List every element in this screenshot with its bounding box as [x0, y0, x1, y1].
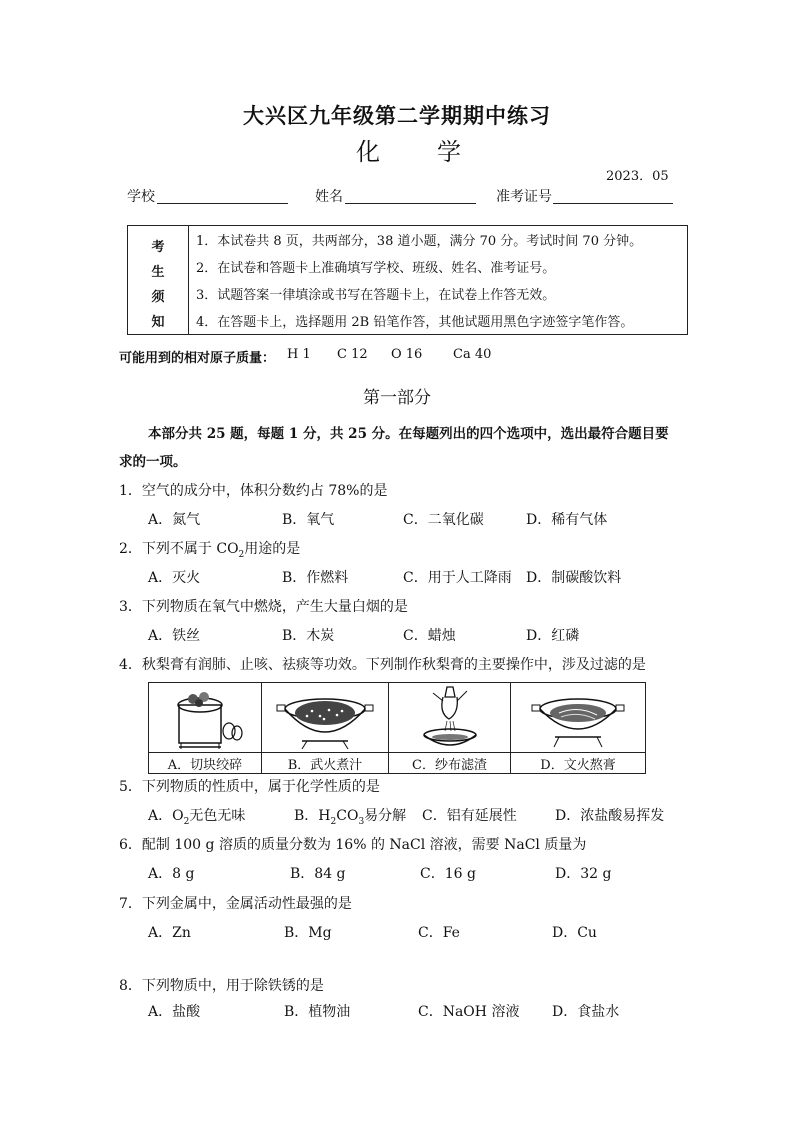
- image-options-table: [148, 682, 646, 774]
- image-option-caption: A．切块绞碎: [167, 758, 243, 773]
- option-a[interactable]: A．Zn: [148, 925, 191, 941]
- option-b[interactable]: B．木炭: [282, 628, 335, 644]
- notice-item: 3．试题答案一律填涂或书写在答题卡上，在试卷上作答无效。: [196, 288, 556, 303]
- option-b[interactable]: B．植物油: [284, 1004, 351, 1020]
- question-stem-text: 用途的是: [244, 541, 301, 557]
- image-option-caption: B．武火煮汁: [287, 758, 363, 773]
- exam-title: 大兴区九年级第二学期期中练习: [243, 103, 551, 128]
- part-intro-cont: 求的一项。: [119, 454, 187, 470]
- name-label: 姓名: [315, 189, 343, 205]
- option-a[interactable]: A．铁丝: [148, 628, 201, 644]
- boiling-wok-icon: [262, 683, 388, 753]
- option-d[interactable]: D．红磷: [526, 628, 580, 644]
- option-b[interactable]: B．84 g: [290, 866, 346, 882]
- image-option-d[interactable]: [511, 683, 645, 773]
- notice-label-char: 生: [151, 265, 165, 280]
- image-option-a[interactable]: [149, 683, 262, 773]
- cutting-pears-icon: [149, 683, 261, 753]
- option-d[interactable]: D．32 g: [555, 866, 612, 882]
- question-stem-text: 2．下列不属于 CO: [119, 541, 239, 557]
- notice-label-char: 须: [151, 290, 165, 305]
- question-stem: 1．空气的成分中，体积分数约占 78%的是: [119, 483, 388, 499]
- option-c[interactable]: C．用于人工降雨: [403, 570, 512, 586]
- name-blank[interactable]: [345, 203, 476, 204]
- option-d[interactable]: D．食盐水: [552, 1004, 620, 1020]
- option-d[interactable]: D．浓盐酸易挥发: [555, 808, 665, 824]
- image-option-c[interactable]: [389, 683, 511, 773]
- school-label: 学校: [127, 189, 155, 205]
- notice-item: 1．本试卷共 8 页，共两部分，38 道小题，满分 70 分。考试时间 70 分钟。: [196, 234, 643, 249]
- atomic-mass-value: Ca 40: [453, 347, 492, 362]
- atomic-mass-line: [119, 347, 539, 366]
- question-stem: [119, 538, 300, 560]
- option-a[interactable]: A．8 g: [148, 866, 195, 882]
- option-d[interactable]: D．制碳酸饮料: [526, 570, 622, 586]
- question-stem: 6．配制 100 g 溶质的质量分数为 16% 的 NaCl 溶液，需要 NaCl 质量为: [119, 837, 587, 853]
- image-option-caption: C．纱布滤渣: [412, 758, 487, 773]
- school-blank[interactable]: [157, 203, 288, 204]
- atomic-mass-value: H 1: [287, 347, 311, 362]
- option-a[interactable]: A．$O_2$无色无味: [148, 808, 246, 827]
- option-a[interactable]: A．灭火: [148, 570, 201, 586]
- question-stem: 3．下列物质在氧气中燃烧，产生大量白烟的是: [119, 599, 408, 615]
- exam-notice-box: [127, 225, 688, 335]
- option-c[interactable]: C．二氧化碳: [403, 512, 484, 528]
- atomic-mass-value: O 16: [391, 347, 423, 362]
- part-title: 第一部分: [363, 388, 431, 408]
- exam-date: 2023．05: [606, 169, 669, 184]
- option-c[interactable]: C．NaOH 溶液: [418, 1004, 520, 1020]
- option-b[interactable]: B．作燃料: [282, 570, 349, 586]
- part-intro: 本部分共 25 题，每题 1 分，共 25 分。在每题列出的四个选项中，选出最符合题目要: [148, 426, 669, 442]
- option-a[interactable]: A．氮气: [148, 512, 201, 528]
- option-a[interactable]: A．盐酸: [148, 1004, 201, 1020]
- option-b[interactable]: B．$H_2CO_3$易分解: [294, 808, 407, 827]
- question-stem: 8．下列物质中，用于除铁锈的是: [119, 978, 324, 994]
- notice-item: 4．在答题卡上，选择题用 2B 铅笔作答，其他试题用黑色字迹签字笔作答。: [196, 315, 634, 330]
- cloth-filter-icon: [389, 683, 510, 753]
- option-d[interactable]: D．Cu: [552, 925, 597, 941]
- question-stem: 4．秋梨膏有润肺、止咳、祛痰等功效。下列制作秋梨膏的主要操作中，涉及过滤的是: [119, 657, 646, 673]
- exam-id-label: 准考证号: [496, 189, 552, 205]
- option-c[interactable]: C．16 g: [420, 866, 476, 882]
- notice-label-char: 考: [151, 240, 165, 255]
- simmer-pot-icon: [511, 683, 645, 753]
- option-b[interactable]: B．Mg: [284, 925, 332, 941]
- option-c[interactable]: C．铝有延展性: [422, 808, 517, 824]
- notice-label-column: [128, 226, 189, 334]
- question-stem: 5．下列物质的性质中，属于化学性质的是: [119, 779, 380, 795]
- option-c[interactable]: C．Fe: [418, 925, 460, 941]
- option-d[interactable]: D．稀有气体: [526, 512, 608, 528]
- image-option-b[interactable]: [262, 683, 389, 773]
- image-option-caption: D．文火熬膏: [540, 758, 616, 773]
- option-c[interactable]: C．蜡烛: [403, 628, 456, 644]
- exam-id-blank[interactable]: [553, 203, 673, 204]
- question-stem: 7．下列金属中，金属活动性最强的是: [119, 896, 352, 912]
- atomic-mass-label: 可能用到的相对原子质量：: [119, 351, 276, 366]
- atomic-mass-value: C 12: [337, 347, 368, 362]
- subscript: 2: [238, 549, 245, 560]
- option-b[interactable]: B．氧气: [282, 512, 335, 528]
- notice-item: 2．在试卷和答题卡上准确填写学校、班级、姓名、准考证号。: [196, 261, 556, 276]
- notice-label-char: 知: [151, 315, 165, 330]
- subject-char-2: 学: [437, 138, 461, 166]
- subject-char-1: 化: [356, 138, 380, 166]
